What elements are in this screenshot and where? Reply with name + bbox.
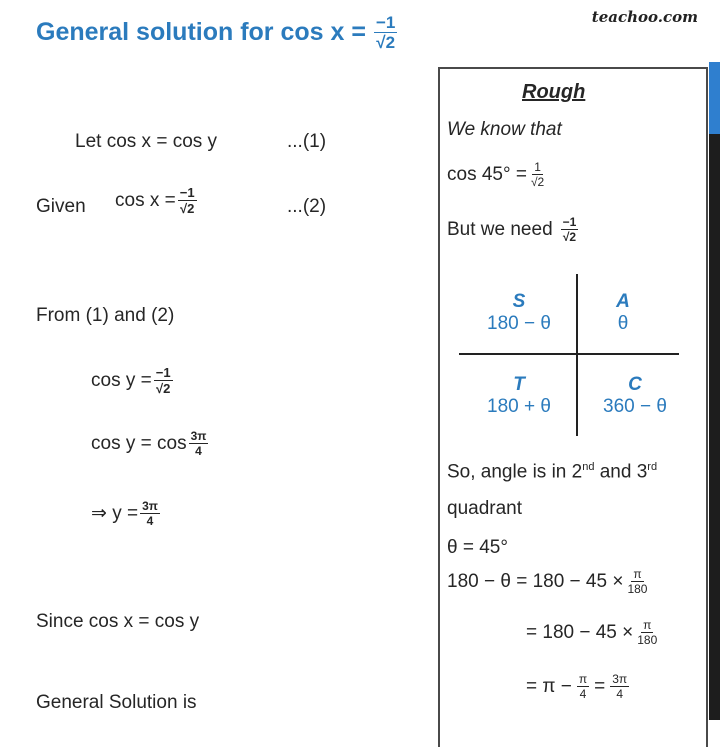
so-text-part-1: So, angle is in 2: [447, 461, 583, 483]
step3-fraction: [140, 500, 160, 527]
calc1-numerator: π: [633, 567, 642, 581]
calc3-text-b: =: [594, 675, 606, 697]
given-fraction-denominator: √2: [179, 201, 195, 216]
need-numerator: −1: [562, 215, 577, 229]
step-cos-y-value: [91, 366, 175, 395]
step2-numerator: 3π: [190, 429, 207, 443]
calc3-denominator-1: 4: [579, 687, 587, 701]
given-equation: [115, 186, 199, 215]
given-fraction-numerator: −1: [179, 185, 195, 200]
equation-ref-1: ...(1): [287, 131, 327, 152]
step3-numerator: 3π: [142, 499, 158, 513]
calc3-numerator-2: 3π: [612, 672, 628, 686]
step3-denominator: 4: [146, 514, 154, 528]
side-strip-dark: [709, 134, 720, 720]
so-angle-text: [447, 461, 657, 483]
step-y-value: [91, 500, 162, 527]
we-know-text: We know that: [447, 119, 562, 140]
step2-fraction: [189, 430, 209, 457]
quadrant-c: [594, 374, 676, 418]
cos45-line: [447, 161, 548, 188]
quadrant-t-value: 180 + θ: [487, 396, 551, 417]
rough-title: Rough: [522, 81, 586, 103]
need-denominator: √2: [562, 230, 577, 244]
quadrant-word: quadrant: [447, 498, 523, 519]
theta-line: θ = 45°: [447, 537, 508, 558]
equation-ref-2: ...(2): [287, 196, 327, 217]
calc-line-2: [526, 619, 661, 646]
calc3-denominator-2: 4: [616, 687, 624, 701]
need-fraction: [561, 216, 579, 243]
quadrant-c-letter: C: [628, 374, 642, 395]
teachoo-logo: teachoo.com: [591, 8, 698, 26]
calc3-numerator-1: π: [578, 672, 588, 686]
let-equation: Let cos x = cos y: [75, 131, 218, 152]
cos45-denominator: √2: [530, 175, 545, 189]
calc-line-1: [447, 568, 651, 595]
need-text: But we need: [447, 218, 553, 240]
given-equation-text: cos x =: [115, 189, 176, 211]
so-sup-rd: rd: [647, 461, 658, 473]
calc1-fraction: [625, 568, 649, 595]
calc1-text: 180 − θ = 180 − 45 ×: [447, 570, 624, 592]
title-fraction-numerator: −1: [375, 13, 396, 32]
calc3-fraction-2: [610, 673, 629, 700]
quadrant-a-value: θ: [617, 313, 629, 334]
quadrant-s-letter: S: [512, 291, 526, 312]
quadrant-t: [474, 374, 564, 418]
step2-text: cos y = cos: [91, 432, 187, 454]
step1-denominator: √2: [155, 381, 171, 396]
title-fraction-denominator: √2: [376, 33, 396, 52]
step1-fraction: [154, 366, 173, 395]
so-sup-nd: nd: [582, 461, 595, 473]
since-text: Since cos x = cos y: [36, 611, 200, 632]
calc3-text-a: = π −: [526, 675, 572, 697]
calc1-denominator: 180: [627, 582, 648, 596]
calc-line-3: [526, 673, 631, 700]
step-cos-y-cos: [91, 430, 210, 457]
quadrant-c-value: 360 − θ: [603, 396, 667, 417]
step3-text: ⇒ y =: [91, 503, 139, 524]
step1-numerator: −1: [155, 365, 171, 380]
quadrant-vertical-axis: [576, 274, 578, 436]
need-line: [447, 216, 580, 243]
calc2-denominator: 180: [637, 633, 658, 647]
quadrant-horizontal-axis: [459, 353, 679, 355]
calc2-fraction: [635, 619, 659, 646]
page-title: [36, 14, 399, 51]
title-text: General solution for cos x =: [36, 18, 366, 46]
cos45-numerator: 1: [534, 160, 541, 174]
cos45-fraction: [529, 161, 546, 188]
quadrant-t-letter: T: [513, 374, 525, 395]
cos45-text: cos 45° =: [447, 163, 527, 185]
calc2-text: = 180 − 45 ×: [526, 621, 634, 643]
so-text-part-2: and 3: [594, 461, 648, 483]
general-solution-text: General Solution is: [36, 692, 197, 713]
side-strip-accent: [709, 62, 720, 134]
quadrant-a: [590, 291, 656, 335]
calc3-fraction-1: [577, 673, 589, 700]
from-text: From (1) and (2): [36, 305, 175, 326]
quadrant-s: [474, 291, 564, 335]
given-fraction: [178, 186, 197, 215]
step2-denominator: 4: [195, 444, 202, 458]
step1-text: cos y =: [91, 369, 152, 391]
given-label: Given: [36, 196, 86, 217]
calc2-numerator: π: [643, 618, 652, 632]
quadrant-a-letter: A: [616, 291, 630, 312]
quadrant-s-value: 180 − θ: [487, 313, 551, 334]
title-fraction: [374, 14, 397, 51]
